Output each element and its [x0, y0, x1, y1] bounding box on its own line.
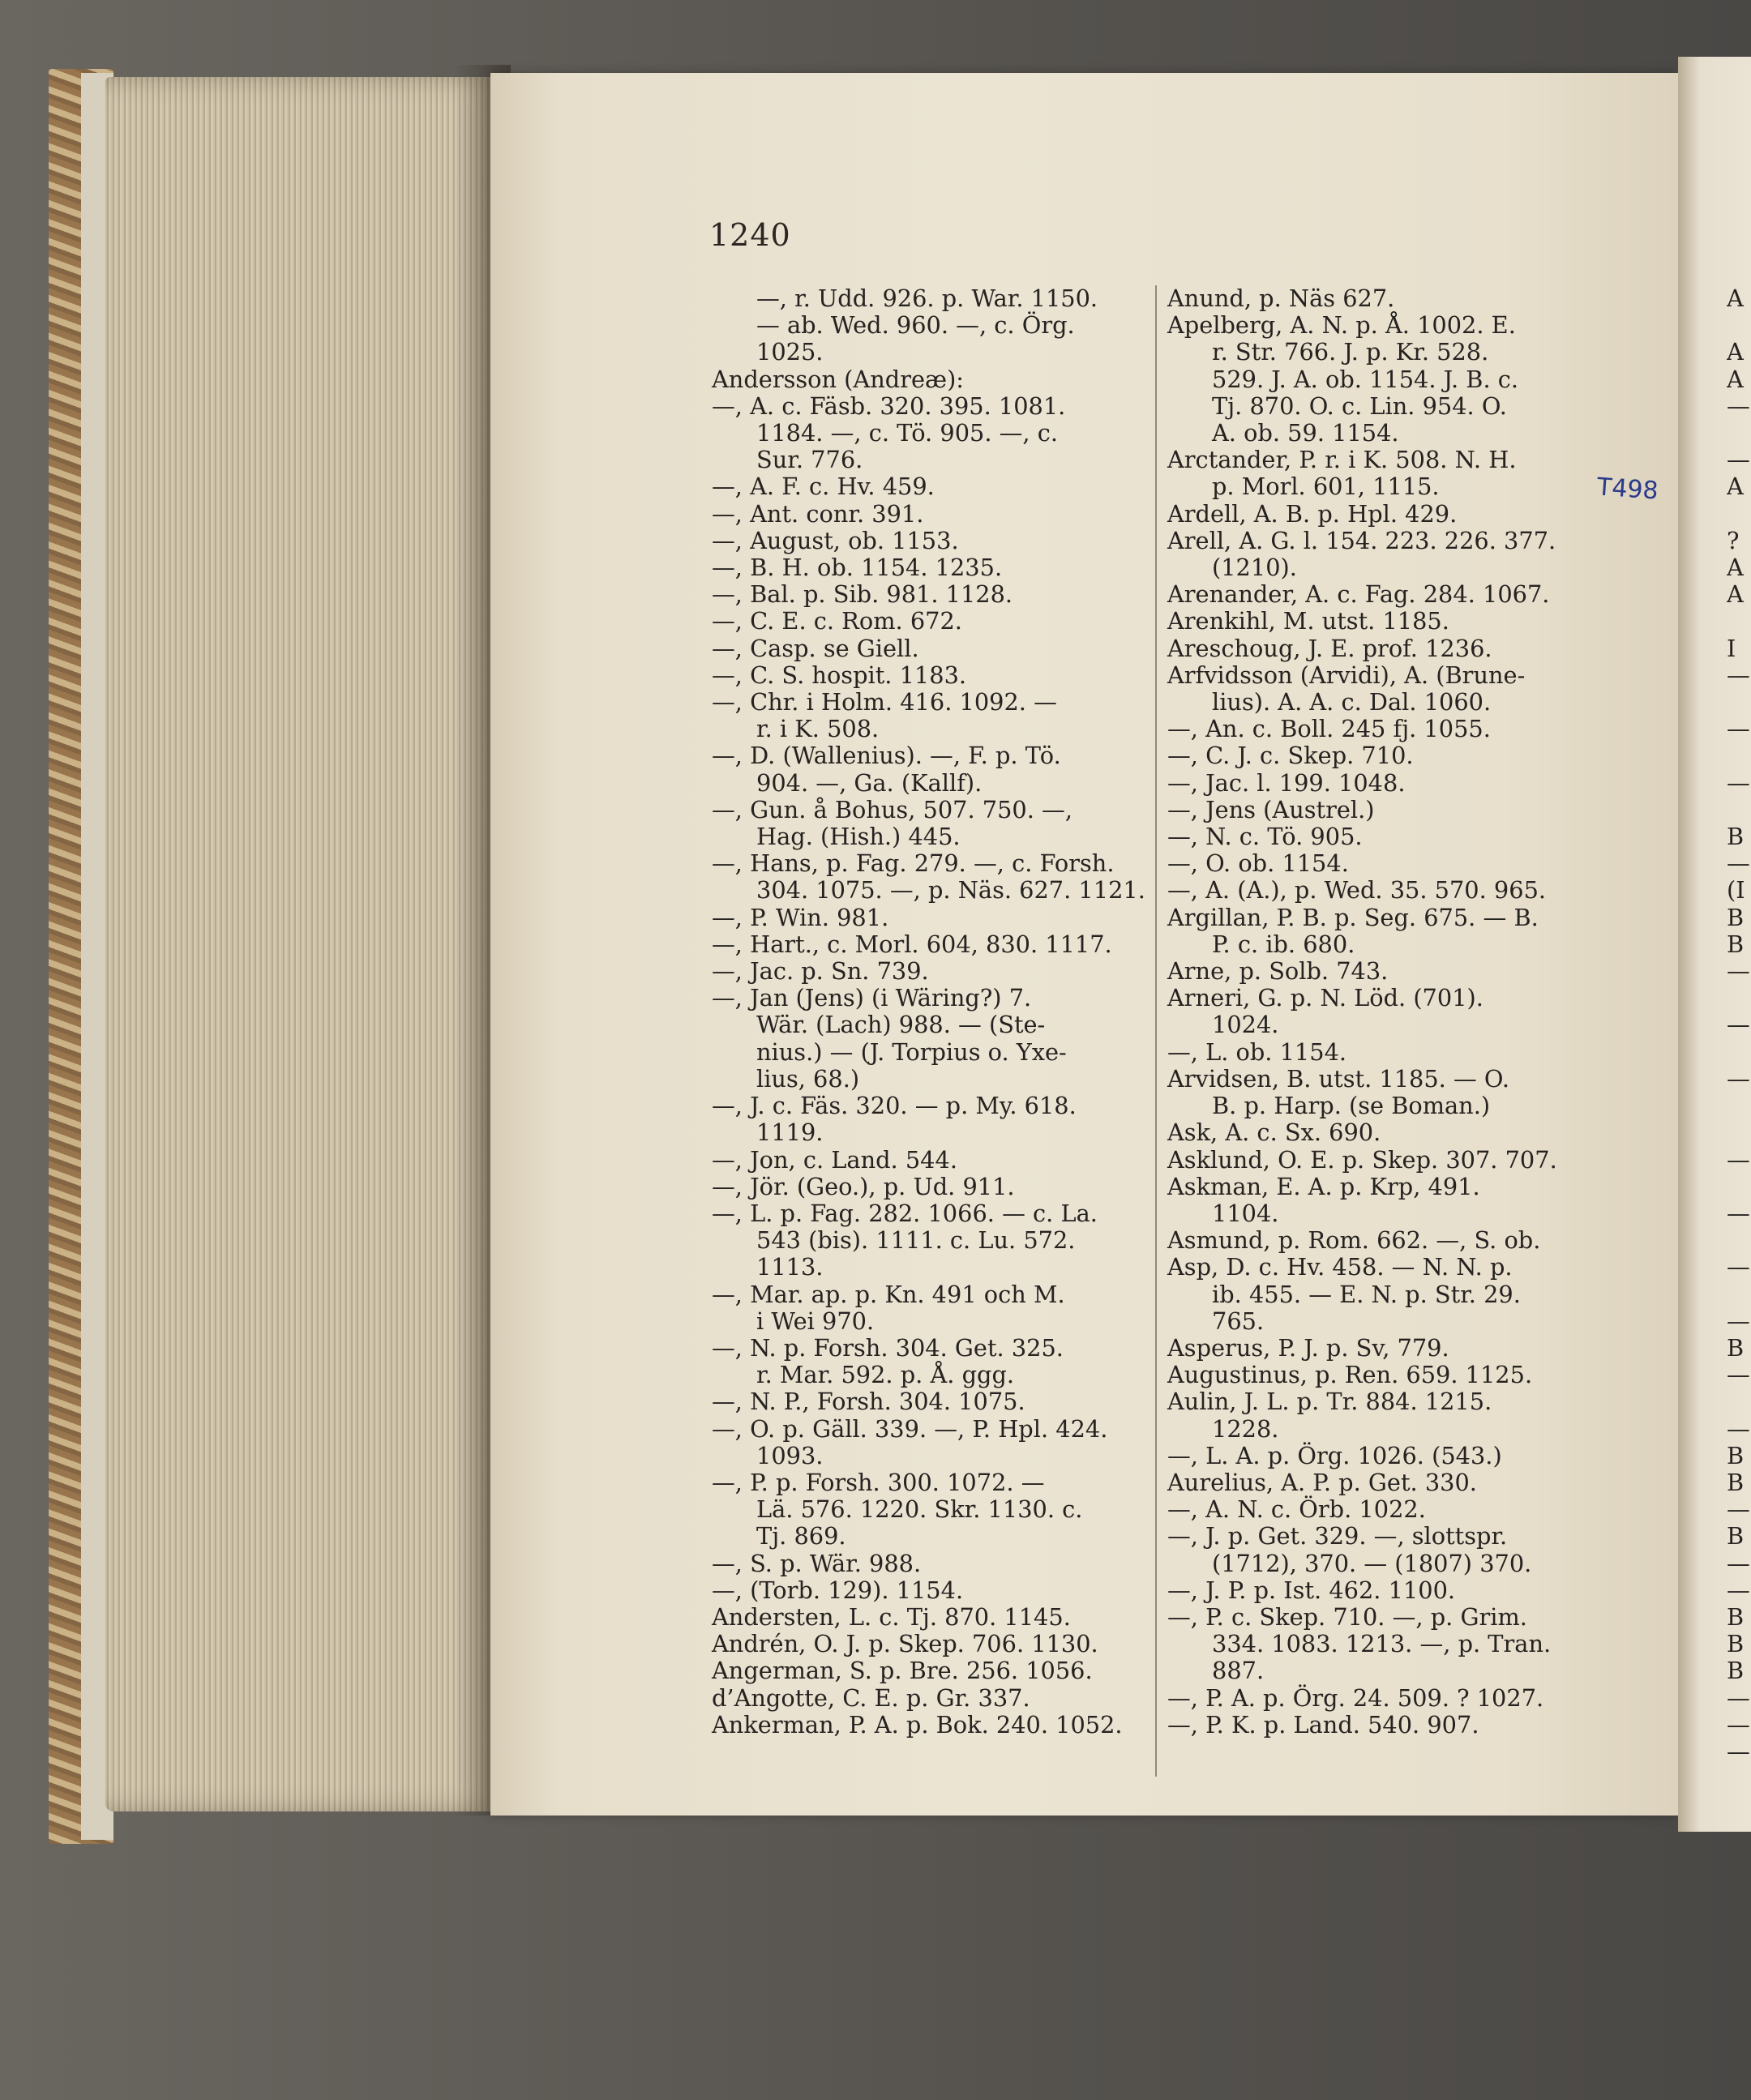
index-entry-left-line: —, Mar. ap. p. Kn. 491 och M.: [712, 1280, 1065, 1308]
index-entry-left-line: —, N. P., Forsh. 304. 1075.: [712, 1388, 1025, 1416]
next-page-fragment: —: [1727, 661, 1750, 689]
index-entry-left-line: r. Mar. 592. p. Å. ggg.: [756, 1361, 1015, 1389]
index-entry-left-line: —, (Torb. 129). 1154.: [712, 1576, 964, 1604]
next-page-fragment: —: [1727, 1199, 1750, 1227]
next-page-fragment: [1727, 1227, 1751, 1254]
next-page-fragment: [1727, 797, 1751, 823]
index-entry-left-line: —, N. p. Forsh. 304. Get. 325.: [712, 1333, 1064, 1362]
next-page-fragment: [1727, 1093, 1751, 1119]
index-entry-right-line: Augustinus, p. Ren. 659. 1125.: [1167, 1361, 1533, 1389]
index-entry-right-line: —, P. A. p. Örg. 24. 509. ? 1027.: [1167, 1683, 1544, 1712]
index-entry-right-line: r. Str. 766. J. p. Kr. 528.: [1212, 338, 1489, 366]
index-entry-right-line: p. Morl. 601, 1115.: [1212, 473, 1440, 501]
index-entry-left-line: 1119.: [756, 1118, 824, 1147]
index-entry-right-line: —, An. c. Boll. 245 fj. 1055.: [1167, 715, 1491, 743]
index-entry-left-line: —, S. p. Wär. 988.: [712, 1549, 922, 1577]
index-entry-left-line: i Wei 970.: [756, 1307, 875, 1335]
handwritten-annotation: T498: [1595, 473, 1659, 506]
index-entry-right-line: Arctander, P. r. i K. 508. N. H.: [1167, 446, 1517, 474]
next-page-fragment: [1727, 501, 1751, 528]
next-page-fragment: [1727, 742, 1751, 769]
next-page-fragment: —: [1727, 768, 1750, 797]
index-entry-right-line: Asmund, p. Rom. 662. —, S. ob.: [1167, 1226, 1541, 1255]
index-entry-left-line: —, D. (Wallenius). —, F. p. Tö.: [712, 742, 1061, 770]
index-entry-right-line: —, P. K. p. Land. 540. 907.: [1167, 1710, 1479, 1739]
next-page-fragment: B: [1727, 1657, 1745, 1685]
index-entry-right-line: —, P. c. Skep. 710. —, p. Grim.: [1167, 1602, 1527, 1631]
next-page-fragment: I: [1727, 634, 1736, 662]
index-entry-right-line: Askman, E. A. p. Krp, 491.: [1167, 1172, 1480, 1200]
index-entry-left-line: —, Jon, c. Land. 544.: [712, 1145, 957, 1174]
next-page-fragment: —: [1727, 1011, 1750, 1039]
index-entry-right-line: —, Jac. l. 199. 1048.: [1167, 768, 1406, 797]
index-entry-left-line: —, C. E. c. Rom. 672.: [712, 607, 962, 635]
index-entry-left-line: —, B. H. ob. 1154. 1235.: [712, 554, 1003, 582]
index-entry-left-line: —, J. c. Fäs. 320. — p. My. 618.: [712, 1092, 1077, 1120]
index-entry-right-line: 334. 1083. 1213. —, p. Tran.: [1212, 1630, 1552, 1658]
index-entry-left-line: Tj. 869.: [756, 1522, 846, 1550]
index-entry-left-line: Andrén, O. J. p. Skep. 706. 1130.: [712, 1630, 1098, 1658]
index-entry-left-line: Andersten, L. c. Tj. 870. 1145.: [712, 1602, 1071, 1631]
next-page-fragment: —: [1727, 1737, 1750, 1765]
index-entry-left-line: 1093.: [756, 1441, 824, 1469]
index-entry-right-line: —, J. P. p. Ist. 462. 1100.: [1167, 1576, 1456, 1604]
next-page-fragment: [1727, 608, 1751, 635]
next-page-fragment: B: [1727, 930, 1745, 958]
index-entry-right-line: Arneri, G. p. N. Löd. (701).: [1167, 984, 1483, 1012]
next-page-fragment: A: [1727, 554, 1744, 582]
next-page-fragment: —: [1727, 446, 1750, 474]
next-page-fragment: —: [1727, 1683, 1750, 1712]
index-entry-left-line: nius.) — (J. Torpius o. Yxe-: [756, 1037, 1067, 1066]
index-entry-right-line: Argillan, P. B. p. Seg. 675. — B.: [1167, 903, 1539, 931]
page-stack-edge: [105, 77, 499, 1811]
index-entry-right-line: Arenkihl, M. utst. 1185.: [1167, 607, 1449, 635]
index-entry-right-line: Arell, A. G. l. 154. 223. 226. 377.: [1167, 526, 1556, 554]
next-page-fragment: —: [1727, 1307, 1750, 1335]
index-entry-left-line: —, Gun. å Bohus, 507. 750. —,: [712, 795, 1073, 823]
index-entry-right-line: lius). A. A. c. Dal. 1060.: [1212, 688, 1492, 716]
next-page-fragment: [1727, 1039, 1751, 1066]
next-page-fragment: ?: [1727, 526, 1740, 554]
index-entry-left-line: d’Angotte, C. E. p. Gr. 337.: [712, 1683, 1030, 1712]
index-entry-left-line: 1025.: [756, 338, 824, 366]
next-page-fragment: —: [1727, 849, 1750, 878]
index-entry-left-line: Ankerman, P. A. p. Bok. 240. 1052.: [712, 1710, 1123, 1739]
index-entry-right-line: Aulin, J. L. p. Tr. 884. 1215.: [1167, 1388, 1492, 1416]
index-entry-right-line: Arfvidsson (Arvidi), A. (Brune-: [1167, 661, 1526, 689]
index-entry-left-line: 904. —, Ga. (Kallf).: [756, 768, 983, 797]
index-entry-right-line: Areschoug, J. E. prof. 1236.: [1167, 634, 1492, 662]
index-entry-left-line: —, Jac. p. Sn. 739.: [712, 957, 929, 986]
next-page-fragment: —: [1727, 715, 1750, 743]
next-page-fragment: B: [1727, 1602, 1745, 1631]
index-entry-left-line: —, Jan (Jens) (i Wäring?) 7.: [712, 984, 1032, 1012]
index-entry-right-line: Aurelius, A. P. p. Get. 330.: [1167, 1468, 1477, 1496]
next-page-fragment: [1727, 1281, 1751, 1308]
next-page-fragment: B: [1727, 1522, 1745, 1550]
next-page-fragment: [1727, 1119, 1751, 1146]
index-entry-right-line: A. ob. 59. 1154.: [1212, 419, 1399, 447]
index-entry-right-line: —, L. A. p. Örg. 1026. (543.): [1167, 1441, 1502, 1469]
index-entry-left-line: —, O. p. Gäll. 339. —, P. Hpl. 424.: [712, 1414, 1108, 1443]
index-entry-left-line: Wär. (Lach) 988. — (Ste-: [756, 1011, 1046, 1039]
index-entry-left-line: Lä. 576. 1220. Skr. 1130. c.: [756, 1495, 1083, 1524]
index-entry-left-line: 304. 1075. —, p. Näs. 627. 1121.: [756, 876, 1145, 905]
index-entry-right-line: Arenander, A. c. Fag. 284. 1067.: [1167, 580, 1550, 609]
index-entry-right-line: —, A. (A.), p. Wed. 35. 570. 965.: [1167, 876, 1547, 905]
index-entry-right-line: Asp, D. c. Hv. 458. — N. N. p.: [1167, 1253, 1513, 1281]
index-entry-right-line: Arne, p. Solb. 743.: [1167, 957, 1389, 986]
index-entry-left-line: —, P. Win. 981.: [712, 903, 889, 931]
index-entry-left-line: 1113.: [756, 1253, 824, 1281]
column-divider: [1155, 285, 1157, 1777]
next-page-fragment: A: [1727, 365, 1744, 393]
index-entry-left-line: Andersson (Andreæ):: [712, 365, 965, 393]
index-entry-left-line: Sur. 776.: [756, 446, 863, 474]
index-entry-right-line: ib. 455. — E. N. p. Str. 29.: [1212, 1280, 1521, 1308]
next-page-fragment: —: [1727, 1361, 1750, 1389]
next-page-fragment: —: [1727, 1064, 1750, 1093]
index-entry-right-line: Asklund, O. E. p. Skep. 307. 707.: [1167, 1145, 1557, 1174]
index-entry-right-line: —, C. J. c. Skep. 710.: [1167, 742, 1414, 770]
index-entry-right-line: 1104.: [1212, 1199, 1279, 1227]
next-page-fragment: B: [1727, 823, 1745, 851]
page-number: 1240: [709, 217, 791, 253]
index-entry-left-line: 1184. —, c. Tö. 905. —, c.: [756, 419, 1059, 447]
index-entry-right-line: 1228.: [1212, 1414, 1279, 1443]
index-entry-right-line: Asperus, P. J. p. Sv, 779.: [1167, 1333, 1449, 1362]
next-page-fragment: [1727, 312, 1751, 339]
index-entry-right-line: 529. J. A. ob. 1154. J. B. c.: [1212, 365, 1519, 393]
index-entry-right-line: —, A. N. c. Örb. 1022.: [1167, 1495, 1426, 1524]
next-page-fragment: [1727, 689, 1751, 716]
next-page-fragment: B: [1727, 1333, 1745, 1362]
index-column-right: [1167, 285, 1589, 1739]
next-page-fragment: —: [1727, 957, 1750, 986]
next-page-column-fragment: [1727, 285, 1751, 1765]
index-entry-left-line: 543 (bis). 1111. c. Lu. 572.: [756, 1226, 1076, 1255]
index-entry-right-line: P. c. ib. 680.: [1212, 930, 1355, 958]
next-page-fragment: A: [1727, 338, 1744, 366]
next-page-fragment: —: [1727, 1495, 1750, 1524]
index-entry-right-line: Tj. 870. O. c. Lin. 954. O.: [1212, 391, 1507, 420]
index-entry-right-line: Apelberg, A. N. p. Å. 1002. E.: [1167, 311, 1516, 340]
index-entry-left-line: —, P. p. Forsh. 300. 1072. —: [712, 1468, 1045, 1496]
next-page-fragment: [1727, 1174, 1751, 1200]
next-page-fragment: (I: [1727, 876, 1745, 905]
index-entry-right-line: 765.: [1212, 1307, 1265, 1335]
index-entry-left-line: —, r. Udd. 926. p. War. 1150.: [756, 284, 1098, 312]
index-entry-left-line: —, Hans, p. Fag. 279. —, c. Forsh.: [712, 849, 1115, 878]
index-entry-left-line: —, L. p. Fag. 282. 1066. — c. La.: [712, 1199, 1098, 1227]
index-entry-right-line: (1712), 370. — (1807) 370.: [1212, 1549, 1532, 1577]
index-entry-left-line: —, Casp. se Giell.: [712, 634, 919, 662]
index-entry-right-line: 1024.: [1212, 1011, 1279, 1039]
next-page-fragment: B: [1727, 1468, 1745, 1496]
next-page-fragment: B: [1727, 1630, 1745, 1658]
index-entry-left-line: —, A. c. Fäsb. 320. 395. 1081.: [712, 391, 1066, 420]
index-entry-right-line: —, L. ob. 1154.: [1167, 1037, 1347, 1066]
index-entry-right-line: (1210).: [1212, 554, 1297, 582]
next-page-fragment: —: [1727, 391, 1750, 420]
index-entry-right-line: 887.: [1212, 1657, 1265, 1685]
index-entry-left-line: —, Jör. (Geo.), p. Ud. 911.: [712, 1172, 1015, 1200]
next-page-fragment: [1727, 985, 1751, 1012]
next-page-fragment: —: [1727, 1576, 1750, 1604]
next-page-fragment: A: [1727, 580, 1744, 609]
index-entry-left-line: Angerman, S. p. Bre. 256. 1056.: [712, 1657, 1093, 1685]
next-page-fragment: B: [1727, 1441, 1745, 1469]
index-entry-left-line: —, C. S. hospit. 1183.: [712, 661, 967, 689]
next-page-fragment: —: [1727, 1253, 1750, 1281]
index-entry-right-line: —, N. c. Tö. 905.: [1167, 823, 1363, 851]
index-entry-right-line: —, Jens (Austrel.): [1167, 795, 1375, 823]
index-entry-right-line: —, O. ob. 1154.: [1167, 849, 1349, 878]
next-page-fragment: B: [1727, 903, 1745, 931]
index-entry-right-line: Anund, p. Näs 627.: [1167, 284, 1395, 312]
next-page-fragment: —: [1727, 1549, 1750, 1577]
next-page-fragment: —: [1727, 1145, 1750, 1174]
index-entry-right-line: Ardell, A. B. p. Hpl. 429.: [1167, 499, 1458, 528]
next-page-fragment: A: [1727, 473, 1744, 501]
next-page-fragment: —: [1727, 1414, 1750, 1443]
next-page-fragment: —: [1727, 1710, 1750, 1739]
index-entry-left-line: —, August, ob. 1153.: [712, 526, 959, 554]
index-entry-right-line: B. p. Harp. (se Boman.): [1212, 1092, 1491, 1120]
next-page-fragment: [1727, 1388, 1751, 1415]
index-entry-left-line: —, A. F. c. Hv. 459.: [712, 473, 935, 501]
index-entry-left-line: — ab. Wed. 960. —, c. Örg.: [756, 311, 1075, 340]
index-entry-left-line: Hag. (Hish.) 445.: [756, 823, 961, 851]
index-entry-left-line: —, Hart., c. Morl. 604, 830. 1117.: [712, 930, 1112, 958]
next-page-fragment: A: [1727, 285, 1744, 312]
index-entry-left-line: r. i K. 508.: [756, 715, 880, 743]
index-entry-right-line: Arvidsen, B. utst. 1185. — O.: [1167, 1064, 1510, 1093]
index-entry-left-line: lius, 68.): [756, 1064, 860, 1093]
index-entry-right-line: Ask, A. c. Sx. 690.: [1167, 1118, 1381, 1147]
index-entry-left-line: —, Bal. p. Sib. 981. 1128.: [712, 580, 1013, 609]
index-entry-right-line: —, J. p. Get. 329. —, slottspr.: [1167, 1522, 1508, 1550]
index-column-left: [712, 285, 1149, 1739]
next-page-fragment: [1727, 420, 1751, 447]
index-entry-left-line: —, Ant. conr. 391.: [712, 499, 924, 528]
index-entry-left-line: —, Chr. i Holm. 416. 1092. —: [712, 688, 1057, 716]
